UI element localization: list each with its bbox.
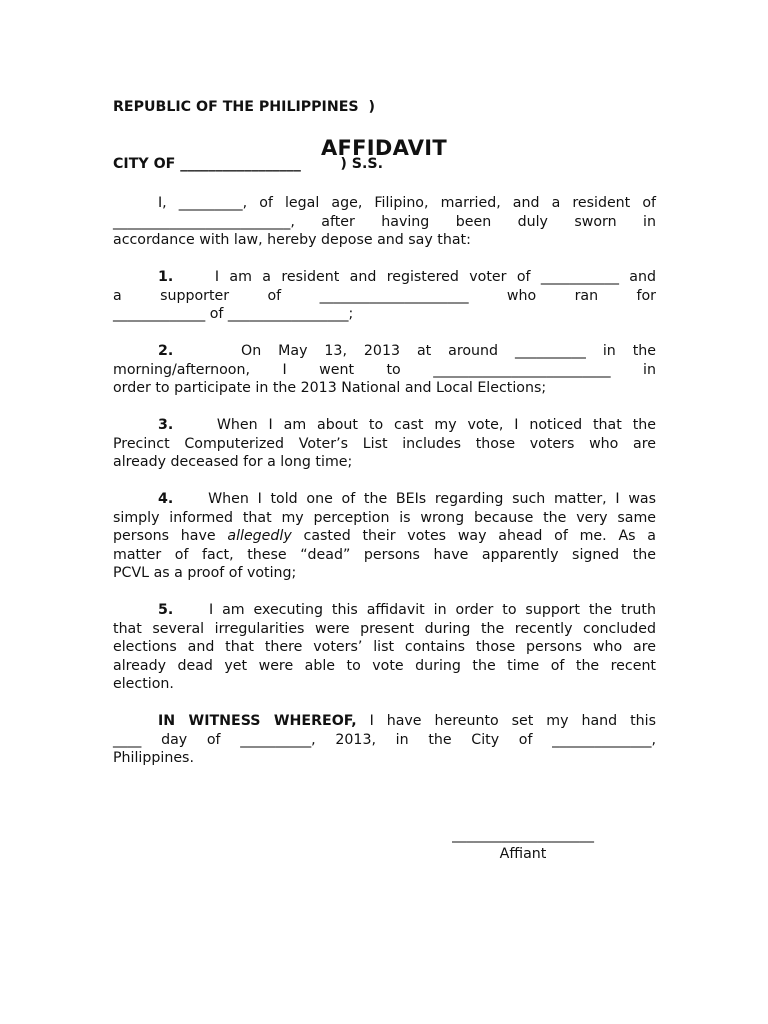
intro-line-3: accordance with law, hereby depose and say that: [113,232,471,249]
document-title: AFFIDAVIT [320,136,448,160]
paragraph-5-line-5: election. [113,676,174,693]
witness-line-2: ____ day of __________, 2013, in the City of ______________, [113,731,656,748]
paragraph-5 [113,601,656,694]
paragraph-2-number: 2. [158,343,174,359]
paragraph-4-number: 4. [158,491,174,507]
witness-text-1: I have hereunto set my hand this [356,713,657,729]
paragraph-1-number: 1. [158,269,174,285]
paragraph-5-number: 5. [158,602,174,618]
intro-paragraph [113,194,656,250]
paragraph-3-text-1: When I am about to cast my vote, I noticed that the [216,417,656,433]
paragraph-3-number: 3. [158,417,174,433]
paragraph-1-line-1 [113,268,656,287]
intro-line-2: _________________________, after having been duly sworn in [113,213,656,230]
paragraph-4 [113,490,656,583]
paragraph-4-text-1: When I told one of the BEIs regarding such matter, I was [208,491,657,507]
paragraph-2-line-2: morning/afternoon, I went to _________________________ in [113,361,656,378]
paragraph-2 [113,342,656,398]
paragraph-1-line-3: _____________ of _________________; [113,306,354,323]
paragraph-4-italic-word: allegedly [227,528,292,545]
paragraph-4-line-5: PCVL as a proof of voting; [113,565,297,582]
paragraph-4-line-2: simply informed that my perception is wrong because the very same [113,509,656,526]
paragraph-4-text-3a: persons have [113,528,228,545]
paragraph-4-line-1 [113,490,656,509]
intro-line-1: I, _________, of legal age, Filipino, married, and a resident of [158,195,656,211]
paragraph-1-text-1: I am a resident and registered voter of ___________ and [214,269,657,285]
witness-line-1 [113,712,656,731]
paragraph-4-line-4: matter of fact, these “dead” persons have apparently signed the [113,546,656,563]
paragraph-5-line-3: elections and that there voters’ list contains those persons who are [113,639,656,656]
affiant-label: Affiant [499,846,547,862]
paragraph-5-text-1: I am executing this affidavit in order to support the truth [208,602,656,618]
paragraph-1 [113,268,656,324]
witness-bold: IN WITNESS WHEREOF, [158,713,357,729]
paragraph-2-line-3: order to participate in the 2013 National and Local Elections; [113,380,547,397]
witness-line-3: Philippines. [113,750,194,767]
paragraph-3-line-2: Precinct Computerized Voter’s List includes those voters who are [113,435,656,452]
paragraph-2-text-1: On May 13, 2013 at around __________ in the [241,343,656,359]
witness-paragraph [113,712,656,768]
paragraph-2-line-1 [113,342,656,361]
paragraph-5-line-4: already dead yet were able to vote during the time of the recent [113,657,656,674]
paragraph-1-line-2: a supporter of _____________________ who ran for [113,287,656,304]
signature-line: ____________________ [452,827,594,843]
header-city: CITY OF _________________ ) S.S. [113,156,384,172]
paragraph-3-line-1 [113,416,656,435]
paragraph-4-text-3c: casted their votes way ahead of me. As a [291,528,657,545]
document-header [113,60,383,193]
header-republic: REPUBLIC OF THE PHILIPPINES ) [113,99,375,115]
paragraph-5-line-1 [113,601,656,620]
paragraph-3 [113,416,656,472]
paragraph-5-line-2: that several irregularities were present during the recently concluded [113,620,656,637]
signature-block [428,826,618,864]
paragraph-3-line-3: already deceased for a long time; [113,454,353,471]
paragraph-4-line-3 [113,527,656,546]
